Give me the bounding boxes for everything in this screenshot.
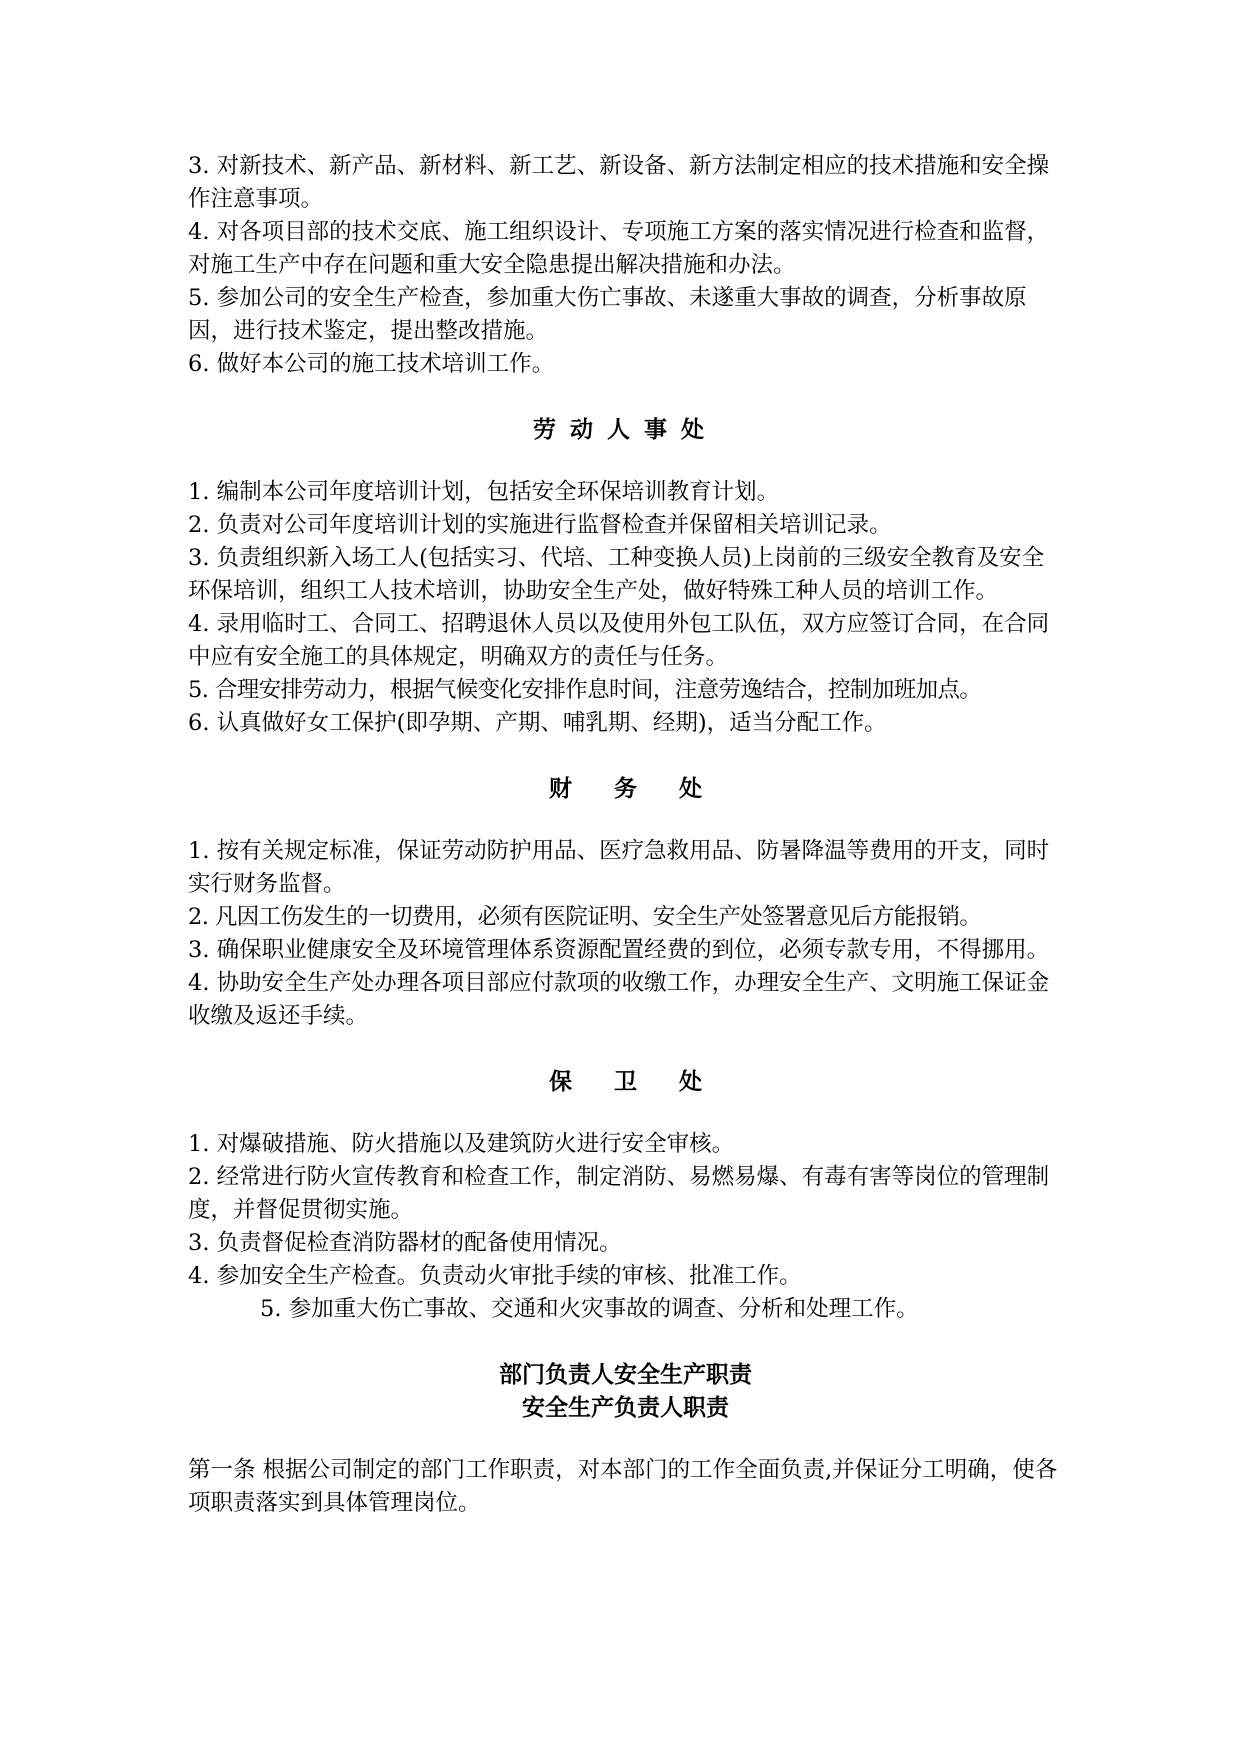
- security-section: [188, 1128, 1063, 1326]
- labor-item-5: 5. 合理安排劳动力，根据气候变化安排作息时间，注意劳逸结合，控制加班加点。: [188, 677, 982, 703]
- tech-section: [188, 150, 1063, 381]
- finance-item-1: 1. 按有关规定标准，保证劳动防护用品、医疗急救用品、防暑降温等费用的开支，同时实行财务监督。: [188, 838, 1050, 897]
- labor-heading: 劳动人事处: [533, 417, 718, 443]
- finance-section: [188, 835, 1063, 1033]
- dept-subheading: 安全生产负责人职责: [522, 1395, 729, 1421]
- labor-item-6: 6. 认真做好女工保护(即孕期、产期、哺乳期、经期)，适当分配工作。: [188, 710, 887, 736]
- dept-section: [188, 1454, 1063, 1520]
- labor-item-2: 2. 负责对公司年度培训计划的实施进行监督检查并保留相关培训记录。: [188, 512, 892, 538]
- tech-item-3: 3. 对新技术、新产品、新材料、新工艺、新设备、新方法制定相应的技术措施和安全操作注意事项。: [188, 153, 1050, 212]
- finance-heading: 财务处: [549, 776, 744, 802]
- security-item-4: 4. 参加安全生产检查。负责动火审批手续的审核、批准工作。: [188, 1263, 802, 1289]
- security-item-5: 5. 参加重大伤亡事故、交通和火灾事故的调查、分析和处理工作。: [260, 1296, 919, 1322]
- labor-item-4: 4. 录用临时工、合同工、招聘退休人员以及使用外包工队伍，双方应签订合同，在合同中应有安全施工的具体规定，明确双方的责任与任务。: [188, 611, 1050, 670]
- security-item-3: 3. 负责督促检查消防器材的配备使用情况。: [188, 1230, 622, 1256]
- security-item-2: 2. 经常进行防火宣传教育和检查工作，制定消防、易燃易爆、有毒有害等岗位的管理制度，并督促贯彻实施。: [188, 1164, 1050, 1223]
- security-item-1: 1. 对爆破措施、防火措施以及建筑防火进行安全审核。: [188, 1131, 735, 1157]
- finance-item-3: 3. 确保职业健康安全及环境管理体系资源配置经费的到位，必须专款专用，不得挪用。: [188, 937, 1050, 963]
- tech-item-6: 6. 做好本公司的施工技术培训工作。: [188, 351, 555, 377]
- security-heading: 保卫处: [549, 1069, 744, 1095]
- finance-item-4: 4. 协助安全生产处办理各项目部应付款项的收缴工作，办理安全生产、文明施工保证金收缴及返还手续。: [188, 970, 1050, 1029]
- labor-section: [188, 476, 1063, 740]
- tech-item-5: 5. 参加公司的安全生产检查，参加重大伤亡事故、未遂重大事故的调查，分析事故原因，进行技术鉴定，提出整改措施。: [188, 285, 1027, 344]
- labor-item-3: 3. 负责组织新入场工人(包括实习、代培、工种变换人员)上岗前的三级安全教育及安全环保培训，组织工人技术培训，协助安全生产处，做好特殊工种人员的培训工作。: [188, 545, 1045, 604]
- finance-item-2: 2. 凡因工伤发生的一切费用，必须有医院证明、安全生产处签署意见后方能报销。: [188, 904, 982, 930]
- labor-item-1: 1. 编制本公司年度培训计划，包括安全环保培训教育计划。: [188, 479, 780, 505]
- dept-article-1: 第一条 根据公司制定的部门工作职责，对本部门的工作全面负责,并保证分工明确，使各项职责落实到具体管理岗位。: [188, 1457, 1058, 1516]
- document-page: [188, 150, 1063, 1520]
- tech-item-4: 4. 对各项目部的技术交底、施工组织设计、专项施工方案的落实情况进行检查和监督，对施工生产中存在问题和重大安全隐患提出解决措施和办法。: [188, 219, 1050, 278]
- dept-heading: 部门负责人安全生产职责: [499, 1362, 752, 1388]
